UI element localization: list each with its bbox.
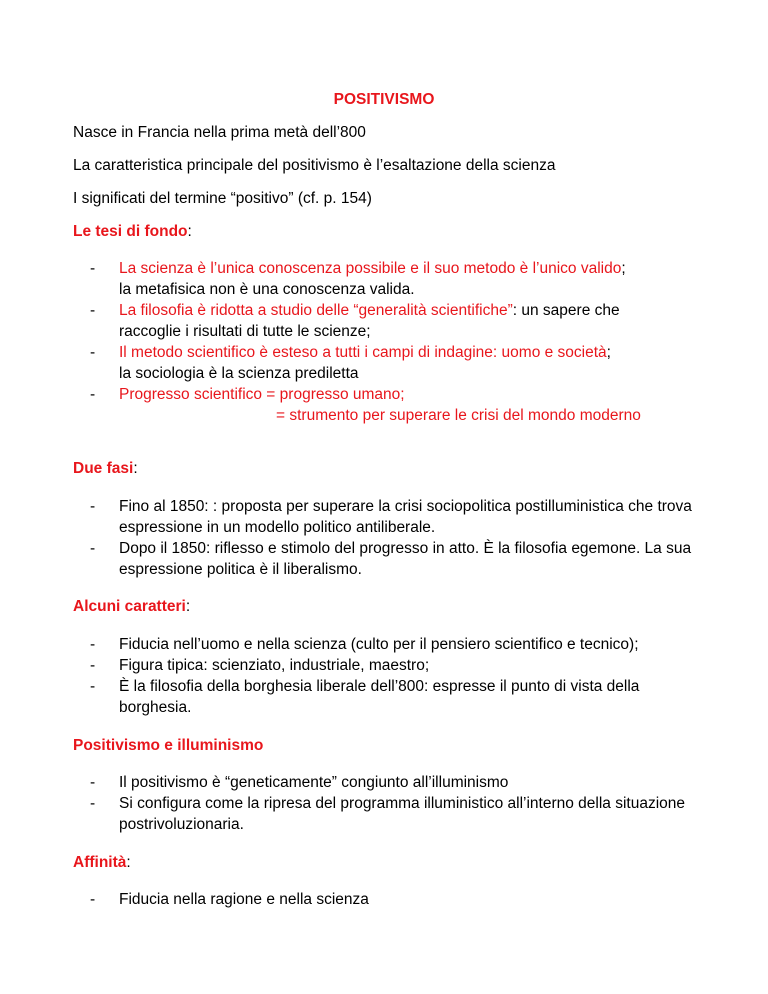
- dash-bullet: -: [90, 636, 96, 653]
- illuminismo-list: [0, 772, 768, 835]
- list-item: [0, 634, 699, 655]
- heading-text: Affinità: [73, 854, 127, 871]
- fasi-list: [0, 496, 768, 580]
- list-item-rest: ;: [621, 260, 626, 277]
- list-item-text: È la filosofia della borghesia liberale dell’800: espresse il punto di vista della borghesia.: [119, 678, 640, 716]
- list-item: [0, 793, 699, 835]
- list-item: [0, 676, 699, 718]
- tesi-list: [0, 258, 768, 426]
- dash-bullet: -: [90, 657, 96, 674]
- list-item-highlight: Progresso scientifico = progresso umano;: [119, 386, 405, 403]
- section-heading-affinita: [73, 852, 131, 873]
- list-item: [0, 496, 699, 538]
- list-item-text: Si configura come la ripresa del programma illuministico all’interno della situazione postrivoluzionaria.: [119, 795, 686, 833]
- heading-colon: :: [126, 854, 131, 871]
- page-title: POSITIVISMO: [333, 91, 435, 108]
- heading-text: Positivismo e illuminismo: [73, 737, 264, 754]
- dash-bullet: -: [90, 302, 96, 319]
- list-item-highlight: La filosofia è ridotta a studio delle “generalità scientifiche”: [119, 302, 513, 319]
- intro-line-2: La caratteristica principale del positivismo è l’esaltazione della scienza: [73, 157, 556, 174]
- list-item: [0, 889, 699, 910]
- section-heading-caratteri: [73, 596, 190, 617]
- list-item-highlight: Il metodo scientifico è esteso a tutti i campi di indagine: uomo e società: [119, 344, 607, 361]
- list-item: [0, 384, 699, 426]
- list-item-continuation: la metafisica non è una conoscenza valida.: [119, 281, 415, 298]
- list-item-continuation: raccoglie i risultati di tutte le scienze;: [119, 323, 371, 340]
- list-item-continuation: la sociologia è la scienza prediletta: [119, 365, 359, 382]
- heading-text: Le tesi di fondo: [73, 223, 188, 240]
- caratteri-list: [0, 634, 768, 718]
- dash-bullet: -: [90, 344, 96, 361]
- list-item: [0, 258, 699, 300]
- intro-line-3: I significati del termine “positivo” (cf. p. 154): [73, 190, 372, 207]
- intro-line-1: Nasce in Francia nella prima metà dell’800: [73, 124, 366, 141]
- dash-bullet: -: [90, 678, 96, 695]
- list-item: [0, 655, 699, 676]
- section-heading-tesi: [73, 221, 192, 242]
- list-item: [0, 300, 699, 342]
- list-item-text: Il positivismo è “geneticamente” congiunto all’illuminismo: [119, 774, 509, 791]
- list-item: [0, 772, 699, 793]
- dash-bullet: -: [90, 540, 96, 557]
- dash-bullet: -: [90, 386, 96, 403]
- list-item: [0, 342, 699, 384]
- dash-bullet: -: [90, 260, 96, 277]
- heading-colon: :: [133, 460, 138, 477]
- dash-bullet: -: [90, 498, 96, 515]
- list-item-rest: : un sapere che: [512, 302, 620, 319]
- list-item-continuation: = strumento per superare le crisi del mondo moderno: [276, 407, 641, 424]
- list-item: [0, 538, 699, 580]
- list-item-text: Fino al 1850: : proposta per superare la crisi sociopolitica postilluministica che trova espressione in un modello politico antiliberale.: [119, 498, 692, 536]
- heading-text: Alcuni caratteri: [73, 598, 186, 615]
- list-item-text: Figura tipica: scienziato, industriale, maestro;: [119, 657, 430, 674]
- list-item-text: Fiducia nell’uomo e nella scienza (culto per il pensiero scientifico e tecnico);: [119, 636, 639, 653]
- list-item-highlight: La scienza è l’unica conoscenza possibile e il suo metodo è l’unico valido: [119, 260, 622, 277]
- dash-bullet: -: [90, 774, 96, 791]
- section-heading-illuminismo: [73, 735, 263, 756]
- dash-bullet: -: [90, 891, 96, 908]
- heading-colon: :: [187, 223, 192, 240]
- list-item-rest: ;: [606, 344, 611, 361]
- affinita-list: [0, 889, 768, 910]
- heading-text: Due fasi: [73, 460, 134, 477]
- section-heading-fasi: [73, 458, 138, 479]
- dash-bullet: -: [90, 795, 96, 812]
- list-item-text: Fiducia nella ragione e nella scienza: [119, 891, 369, 908]
- list-item-text: Dopo il 1850: riflesso e stimolo del progresso in atto. È la filosofia egemone. La sua espressione politica è il liberalismo.: [119, 540, 692, 578]
- heading-colon: :: [185, 598, 191, 615]
